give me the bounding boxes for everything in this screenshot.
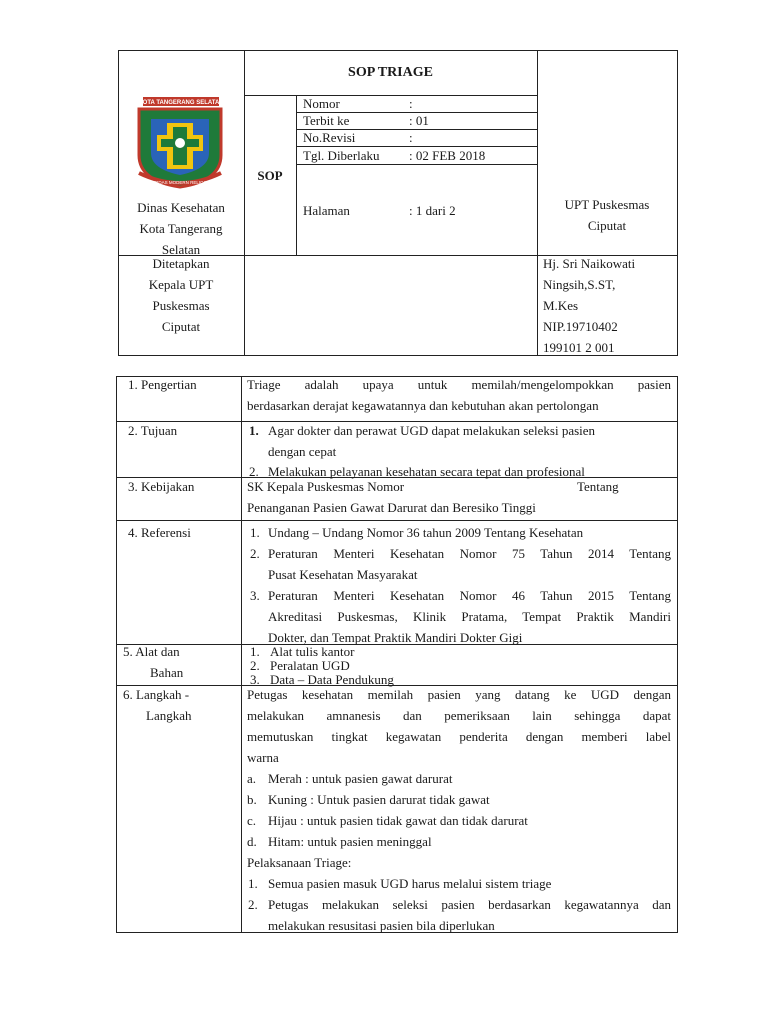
meta-value-diberlaku: : 02 FEB 2018	[409, 148, 486, 163]
sop-label: SOP	[257, 168, 283, 183]
color-letter-a: a.	[247, 771, 257, 786]
approval-left-line-2: Kepala UPT	[148, 277, 214, 292]
tujuan-num-2: 2.	[249, 464, 259, 479]
tujuan-1-line-1: Agar dokter dan perawat UGD dapat melakukan seleksi pasien	[268, 423, 596, 438]
referensi-num-1: 1.	[250, 525, 260, 540]
referensi-num-3: 3.	[250, 588, 260, 603]
tujuan-1-line-2: dengan cepat	[268, 444, 337, 459]
langkah-intro-line-1: Petugas kesehatan memilah pasien yang datang ke UGD dengan	[247, 687, 671, 702]
right-org-line-1: UPT Puskesmas	[564, 197, 650, 212]
langkah-intro-line-2: melakukan amnanesis dan pemeriksaan lain sehingga dapat	[247, 708, 671, 723]
color-label-kuning: Kuning : Untuk pasien darurat tidak gawat	[268, 792, 490, 807]
section-label-langkah-line-2: Langkah	[146, 708, 192, 723]
alat-3: Data – Data Pendukung	[270, 672, 394, 687]
approval-right-line-1: Hj. Sri Naikowati	[543, 256, 636, 271]
page-title: SOP TRIAGE	[348, 65, 433, 80]
kebijakan-line-2: Penanganan Pasien Gawat Darurat dan Beresiko Tinggi	[247, 500, 536, 515]
color-letter-b: b.	[247, 792, 257, 807]
color-label-hitam: Hitam: untuk pasien meninggal	[268, 834, 432, 849]
meta-value-terbit: : 01	[409, 113, 429, 128]
langkah-intro-line-4: warna	[247, 750, 279, 765]
approval-right-line-3: M.Kes	[543, 298, 579, 313]
pelaksanaan-title: Pelaksanaan Triage:	[247, 855, 352, 870]
alat-num-1: 1.	[250, 644, 260, 659]
step-2-line-2: melakukan resusitasi pasien bila diperlukan	[268, 918, 495, 933]
meta-label-revisi: No.Revisi	[303, 130, 356, 145]
alat-num-2: 2.	[250, 658, 260, 673]
alat-2: Peralatan UGD	[270, 658, 350, 673]
tujuan-2-line-1: Melakukan pelayanan kesehatan secara tepat dan profesional	[268, 464, 585, 479]
kebijakan-line-1-right: Tentang	[577, 479, 619, 494]
referensi-3-line-3: Dokter, dan Tempat Praktik Mandiri Dokter Gigi	[268, 630, 523, 645]
referensi-2-line-2: Pusat Kesehatan Masyarakat	[268, 567, 418, 582]
section-label-langkah-line-1: 6. Langkah -	[123, 687, 190, 702]
referensi-3-line-1: Peraturan Menteri Kesehatan Nomor 46 Tahun 2015 Tentang	[268, 588, 671, 603]
referensi-3-line-2: Akreditasi Puskesmas, Klinik Pratama, Tempat Praktik Mandiri	[268, 609, 671, 624]
referensi-num-2: 2.	[250, 546, 260, 561]
right-org-line-2: Ciputat	[587, 218, 627, 233]
meta-label-terbit: Terbit ke	[303, 113, 350, 128]
step-num-1: 1.	[248, 876, 258, 891]
meta-label-diberlaku: Tgl. Diberlaku	[303, 148, 380, 163]
step-2-line-1: Petugas melakukan seleksi pasien berdasarkan kegawatannya dan	[268, 897, 671, 912]
approval-right-line-4: NIP.19710402	[543, 319, 618, 334]
section-label-pengertian: 1. Pengertian	[128, 377, 197, 392]
meta-value-nomor: :	[409, 96, 413, 111]
meta-value-revisi: :	[409, 130, 413, 145]
step-1-line-1: Semua pasien masuk UGD harus melalui sistem triage	[268, 876, 552, 891]
meta-label-nomor: Nomor	[303, 96, 340, 111]
referensi-1-line-1: Undang – Undang Nomor 36 tahun 2009 Tentang Kesehatan	[268, 525, 584, 540]
pengertian-line-1: Triage adalah upaya untuk memilah/mengelompokkan pasien	[247, 377, 671, 392]
approval-right-line-2: Ningsih,S.ST,	[543, 277, 616, 292]
color-letter-c: c.	[247, 813, 257, 828]
section-label-referensi: 4. Referensi	[128, 525, 191, 540]
meta-label-halaman: Halaman	[303, 203, 350, 218]
section-label-kebijakan: 3. Kebijakan	[128, 479, 195, 494]
section-label-tujuan: 2. Tujuan	[128, 423, 178, 438]
approval-left-line-1: Ditetapkan	[152, 256, 210, 271]
langkah-intro-line-3: memutuskan tingkat kegawatan penderita dengan memberi label	[247, 729, 671, 744]
left-org-line-2: Kota Tangerang	[139, 221, 223, 236]
logo-bottom-text: CERDAS MODERN RELIGIUS	[148, 180, 212, 185]
color-letter-d: d.	[247, 834, 257, 849]
approval-left-line-3: Puskesmas	[152, 298, 210, 313]
section-label-alat-line-1: 5. Alat dan	[123, 644, 180, 659]
alat-1: Alat tulis kantor	[270, 644, 355, 659]
approval-left-line-4: Ciputat	[161, 319, 201, 334]
tujuan-num-1: 1.	[249, 423, 259, 438]
color-label-hijau: Hijau : untuk pasien tidak gawat dan tidak darurat	[268, 813, 528, 828]
logo-top-text: KOTA TANGERANG SELATAN	[138, 100, 224, 106]
section-label-alat-line-2: Bahan	[150, 665, 184, 680]
kota-tangerang-selatan-logo	[129, 95, 229, 190]
left-org-line-3: Selatan	[161, 242, 201, 257]
alat-num-3: 3.	[250, 672, 260, 687]
color-label-merah: Merah : untuk pasien gawat darurat	[268, 771, 453, 786]
left-org-line-1: Dinas Kesehatan	[137, 200, 225, 215]
referensi-2-line-1: Peraturan Menteri Kesehatan Nomor 75 Tahun 2014 Tentang	[268, 546, 671, 561]
pengertian-line-2: berdasarkan derajat kegawatannya dan kebutuhan akan pertolongan	[247, 398, 599, 413]
meta-value-halaman: : 1 dari 2	[409, 203, 456, 218]
approval-right-line-5: 199101 2 001	[543, 340, 615, 355]
kebijakan-line-1-left: SK Kepala Puskesmas Nomor	[247, 479, 405, 494]
step-num-2: 2.	[248, 897, 258, 912]
